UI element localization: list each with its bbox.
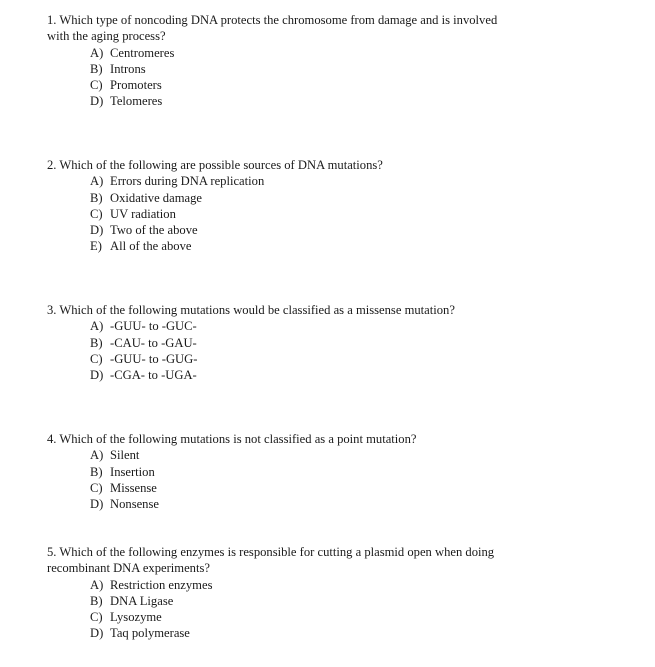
option-letter: A) xyxy=(90,45,104,60)
option-letter: D) xyxy=(90,626,104,641)
option-letter: D) xyxy=(90,497,104,512)
option-letter: C) xyxy=(90,480,103,495)
question-2-option-a xyxy=(47,173,567,189)
question-2 xyxy=(47,157,567,255)
question-4-options xyxy=(47,447,567,512)
option-text: Centromeres xyxy=(110,45,175,60)
question-2-stem-line-1: 2. Which of the following are possible sources of DNA mutations? xyxy=(47,158,383,172)
question-3 xyxy=(47,302,567,383)
option-text: Taq polymerase xyxy=(110,626,190,641)
question-4-stem xyxy=(47,431,567,447)
option-letter: A) xyxy=(90,174,104,189)
question-5-stem-line-1: 5. Which of the following enzymes is responsible for cutting a plasmid open when doing xyxy=(47,545,495,559)
question-4 xyxy=(47,431,567,512)
question-4-option-c xyxy=(47,480,567,496)
option-text: Silent xyxy=(110,448,140,463)
question-1-option-b xyxy=(47,61,567,77)
option-text: Telomeres xyxy=(110,94,163,109)
option-letter: B) xyxy=(90,593,103,608)
question-3-options xyxy=(47,318,567,383)
option-text: -CAU- to -GAU- xyxy=(110,335,197,350)
option-letter: A) xyxy=(90,448,104,463)
question-2-options xyxy=(47,173,567,254)
option-letter: D) xyxy=(90,368,104,383)
question-1-option-d xyxy=(47,93,567,109)
option-text: -GUU- to -GUC- xyxy=(110,319,197,334)
option-text: Lysozyme xyxy=(110,610,162,625)
question-3-option-a xyxy=(47,318,567,334)
question-5-stem-line-2: recombinant DNA experiments? xyxy=(47,561,210,576)
question-3-option-b xyxy=(47,335,567,351)
question-4-option-a xyxy=(47,447,567,463)
option-letter: C) xyxy=(90,206,103,221)
option-text: UV radiation xyxy=(110,206,176,221)
option-text: Errors during DNA replication xyxy=(110,174,265,189)
option-text: Restriction enzymes xyxy=(110,577,213,592)
question-5-option-d xyxy=(47,625,567,641)
question-5-option-c xyxy=(47,609,567,625)
option-letter: D) xyxy=(90,223,104,238)
question-2-option-d xyxy=(47,222,567,238)
question-1-option-c xyxy=(47,77,567,93)
option-text: -CGA- to -UGA- xyxy=(110,368,197,383)
question-3-stem-line-1: 3. Which of the following mutations would be classified as a missense mutation? xyxy=(47,303,455,317)
option-text: -GUU- to -GUG- xyxy=(110,351,198,366)
question-4-option-b xyxy=(47,464,567,480)
option-text: All of the above xyxy=(110,239,192,254)
question-3-option-d xyxy=(47,367,567,383)
option-letter: B) xyxy=(90,335,103,350)
option-letter: C) xyxy=(90,351,103,366)
question-2-option-e xyxy=(47,238,567,254)
option-letter: C) xyxy=(90,610,103,625)
question-1-stem xyxy=(47,12,567,45)
question-3-stem xyxy=(47,302,567,318)
option-letter: D) xyxy=(90,94,104,109)
question-2-option-b xyxy=(47,190,567,206)
question-3-option-c xyxy=(47,351,567,367)
option-text: Insertion xyxy=(110,464,155,479)
option-text: Two of the above xyxy=(110,223,198,238)
option-text: Missense xyxy=(110,480,157,495)
question-1-options xyxy=(47,45,567,110)
option-letter: B) xyxy=(90,190,103,205)
question-5-option-b xyxy=(47,593,567,609)
option-letter: A) xyxy=(90,577,104,592)
option-text: Promoters xyxy=(110,78,162,93)
question-2-option-c xyxy=(47,206,567,222)
question-4-option-d xyxy=(47,496,567,512)
question-5 xyxy=(47,544,567,642)
question-1-stem-line-1: 1. Which type of noncoding DNA protects the chromosome from damage and is involved xyxy=(47,13,498,27)
question-5-option-a xyxy=(47,577,567,593)
question-1-option-a xyxy=(47,45,567,61)
question-5-stem xyxy=(47,544,567,577)
option-letter: B) xyxy=(90,61,103,76)
option-text: DNA Ligase xyxy=(110,593,174,608)
question-4-stem-line-1: 4. Which of the following mutations is not classified as a point mutation? xyxy=(47,432,417,446)
option-letter: B) xyxy=(90,464,103,479)
question-5-options xyxy=(47,577,567,642)
question-1-stem-line-2: with the aging process? xyxy=(47,29,166,44)
option-letter: E) xyxy=(90,239,102,254)
option-text: Oxidative damage xyxy=(110,190,202,205)
question-1 xyxy=(47,12,567,110)
option-letter: C) xyxy=(90,78,103,93)
option-letter: A) xyxy=(90,319,104,334)
option-text: Introns xyxy=(110,61,146,76)
question-2-stem xyxy=(47,157,567,173)
option-text: Nonsense xyxy=(110,497,159,512)
